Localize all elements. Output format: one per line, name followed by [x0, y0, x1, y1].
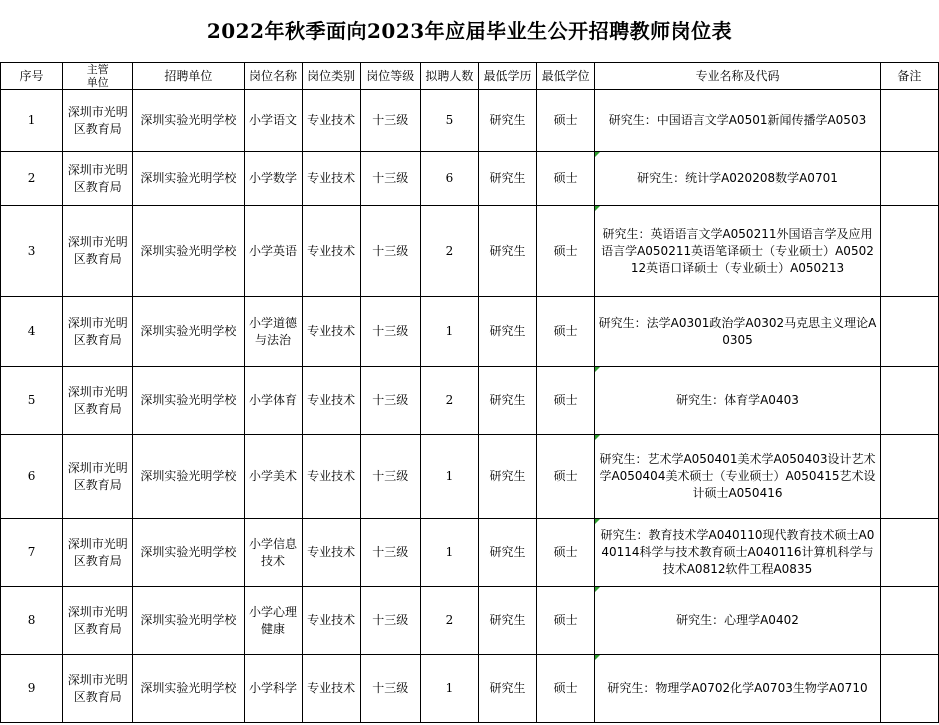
cell-level: 十三级 — [360, 206, 420, 297]
cell-level: 十三级 — [360, 587, 420, 655]
cell-dept: 深圳市光明区教育局 — [63, 152, 133, 206]
comment-marker — [595, 152, 600, 157]
cell-index: 2 — [1, 152, 63, 206]
comment-marker — [595, 206, 600, 211]
cell-major — [595, 152, 881, 206]
cell-count: 2 — [420, 367, 478, 435]
cell-index: 3 — [1, 206, 63, 297]
cell-degree: 硕士 — [537, 367, 595, 435]
header-position: 岗位名称 — [244, 63, 302, 90]
comment-marker — [595, 367, 600, 372]
cell-position: 小学道德与法治 — [244, 297, 302, 367]
cell-position: 小学美术 — [244, 435, 302, 519]
title-row — [0, 0, 939, 63]
cell-level: 十三级 — [360, 367, 420, 435]
header-dept: 主管 单位 — [63, 63, 133, 90]
recruitment-table — [0, 62, 939, 723]
page-title: 2022年秋季面向2023年应届毕业生公开招聘教师岗位表 — [206, 19, 733, 43]
cell-level: 十三级 — [360, 90, 420, 152]
table-row — [1, 152, 939, 206]
cell-position: 小学科学 — [244, 655, 302, 723]
major-text: 研究生：物理学A0702化学A0703生物学A0710 — [607, 681, 868, 695]
cell-degree: 硕士 — [537, 435, 595, 519]
cell-unit: 深圳实验光明学校 — [133, 206, 244, 297]
cell-level: 十三级 — [360, 519, 420, 587]
table-row — [1, 655, 939, 723]
cell-dept: 深圳市光明区教育局 — [63, 297, 133, 367]
header-degree: 最低学位 — [537, 63, 595, 90]
cell-category: 专业技术 — [302, 367, 360, 435]
comment-marker — [595, 519, 600, 524]
cell-unit: 深圳实验光明学校 — [133, 435, 244, 519]
cell-dept: 深圳市光明区教育局 — [63, 655, 133, 723]
cell-degree: 硕士 — [537, 90, 595, 152]
cell-remark — [880, 367, 938, 435]
cell-position: 小学心理健康 — [244, 587, 302, 655]
cell-count: 2 — [420, 587, 478, 655]
cell-index: 9 — [1, 655, 63, 723]
major-text: 研究生：法学A0301政治学A0302马克思主义理论A0305 — [598, 315, 877, 347]
cell-unit: 深圳实验光明学校 — [133, 655, 244, 723]
cell-position: 小学英语 — [244, 206, 302, 297]
cell-unit: 深圳实验光明学校 — [133, 519, 244, 587]
cell-category: 专业技术 — [302, 90, 360, 152]
cell-major — [595, 297, 881, 367]
cell-count: 1 — [420, 519, 478, 587]
cell-index: 7 — [1, 519, 63, 587]
cell-index: 8 — [1, 587, 63, 655]
cell-dept: 深圳市光明区教育局 — [63, 519, 133, 587]
cell-remark — [880, 587, 938, 655]
cell-degree: 硕士 — [537, 519, 595, 587]
cell-index: 4 — [1, 297, 63, 367]
cell-education: 研究生 — [478, 367, 536, 435]
major-text: 研究生：艺术学A050401美术学A050403设计艺术学A050404美术硕士（专业硕士）A050415艺术设计硕士A050416 — [599, 452, 876, 500]
cell-dept: 深圳市光明区教育局 — [63, 435, 133, 519]
cell-major — [595, 655, 881, 723]
cell-degree: 硕士 — [537, 297, 595, 367]
major-text: 研究生：中国语言文学A0501新闻传播学A0503 — [608, 113, 867, 127]
cell-degree: 硕士 — [537, 206, 595, 297]
cell-remark — [880, 206, 938, 297]
cell-category: 专业技术 — [302, 435, 360, 519]
header-education: 最低学历 — [478, 63, 536, 90]
major-text: 研究生：统计学A020208数学A0701 — [637, 171, 838, 185]
table-row — [1, 435, 939, 519]
cell-unit: 深圳实验光明学校 — [133, 367, 244, 435]
cell-index: 1 — [1, 90, 63, 152]
cell-dept: 深圳市光明区教育局 — [63, 587, 133, 655]
cell-education: 研究生 — [478, 435, 536, 519]
cell-remark — [880, 519, 938, 587]
cell-count: 1 — [420, 435, 478, 519]
cell-education: 研究生 — [478, 206, 536, 297]
cell-dept: 深圳市光明区教育局 — [63, 206, 133, 297]
cell-dept: 深圳市光明区教育局 — [63, 90, 133, 152]
cell-count: 5 — [420, 90, 478, 152]
table-row — [1, 587, 939, 655]
cell-position: 小学语文 — [244, 90, 302, 152]
cell-unit: 深圳实验光明学校 — [133, 90, 244, 152]
cell-education: 研究生 — [478, 90, 536, 152]
cell-major — [595, 90, 881, 152]
comment-marker — [595, 435, 600, 440]
header-row — [1, 63, 939, 90]
cell-position: 小学数学 — [244, 152, 302, 206]
cell-remark — [880, 297, 938, 367]
cell-remark — [880, 152, 938, 206]
header-major: 专业名称及代码 — [595, 63, 881, 90]
cell-remark — [880, 90, 938, 152]
table-row — [1, 90, 939, 152]
cell-education: 研究生 — [478, 297, 536, 367]
cell-level: 十三级 — [360, 152, 420, 206]
header-unit: 招聘单位 — [133, 63, 244, 90]
header-count: 拟聘人数 — [420, 63, 478, 90]
cell-degree: 硕士 — [537, 587, 595, 655]
header-level: 岗位等级 — [360, 63, 420, 90]
major-text: 研究生：教育技术学A040110现代教育技术硕士A040114科学与技术教育硕士A040116计算机科学与技术A0812软件工程A0835 — [600, 528, 875, 576]
cell-unit: 深圳实验光明学校 — [133, 297, 244, 367]
cell-category: 专业技术 — [302, 297, 360, 367]
cell-degree: 硕士 — [537, 655, 595, 723]
cell-position: 小学体育 — [244, 367, 302, 435]
table-row — [1, 519, 939, 587]
cell-index: 5 — [1, 367, 63, 435]
cell-count: 6 — [420, 152, 478, 206]
comment-marker — [595, 655, 600, 660]
cell-count: 2 — [420, 206, 478, 297]
cell-major — [595, 587, 881, 655]
major-text: 研究生：心理学A0402 — [676, 613, 799, 627]
cell-major — [595, 519, 881, 587]
cell-remark — [880, 655, 938, 723]
cell-category: 专业技术 — [302, 206, 360, 297]
major-text: 研究生：体育学A0403 — [676, 393, 799, 407]
header-index: 序号 — [1, 63, 63, 90]
cell-education: 研究生 — [478, 152, 536, 206]
major-text: 研究生：英语语言文学A050211外国语言学及应用语言学A050211英语笔译硕士（专业硕士）A050212英语口译硕士（专业硕士）A050213 — [601, 226, 874, 275]
table-row — [1, 297, 939, 367]
cell-unit: 深圳实验光明学校 — [133, 587, 244, 655]
cell-position: 小学信息技术 — [244, 519, 302, 587]
cell-level: 十三级 — [360, 297, 420, 367]
cell-education: 研究生 — [478, 519, 536, 587]
cell-category: 专业技术 — [302, 152, 360, 206]
cell-level: 十三级 — [360, 435, 420, 519]
cell-category: 专业技术 — [302, 655, 360, 723]
table-row — [1, 367, 939, 435]
comment-marker — [595, 587, 600, 592]
cell-education: 研究生 — [478, 655, 536, 723]
header-category: 岗位类别 — [302, 63, 360, 90]
cell-count: 1 — [420, 655, 478, 723]
header-remark: 备注 — [880, 63, 938, 90]
cell-category: 专业技术 — [302, 519, 360, 587]
cell-index: 6 — [1, 435, 63, 519]
cell-major — [595, 206, 881, 297]
cell-unit: 深圳实验光明学校 — [133, 152, 244, 206]
cell-education: 研究生 — [478, 587, 536, 655]
table-row — [1, 206, 939, 297]
cell-dept: 深圳市光明区教育局 — [63, 367, 133, 435]
cell-remark — [880, 435, 938, 519]
cell-count: 1 — [420, 297, 478, 367]
cell-level: 十三级 — [360, 655, 420, 723]
cell-degree: 硕士 — [537, 152, 595, 206]
cell-category: 专业技术 — [302, 587, 360, 655]
cell-major — [595, 367, 881, 435]
cell-major — [595, 435, 881, 519]
